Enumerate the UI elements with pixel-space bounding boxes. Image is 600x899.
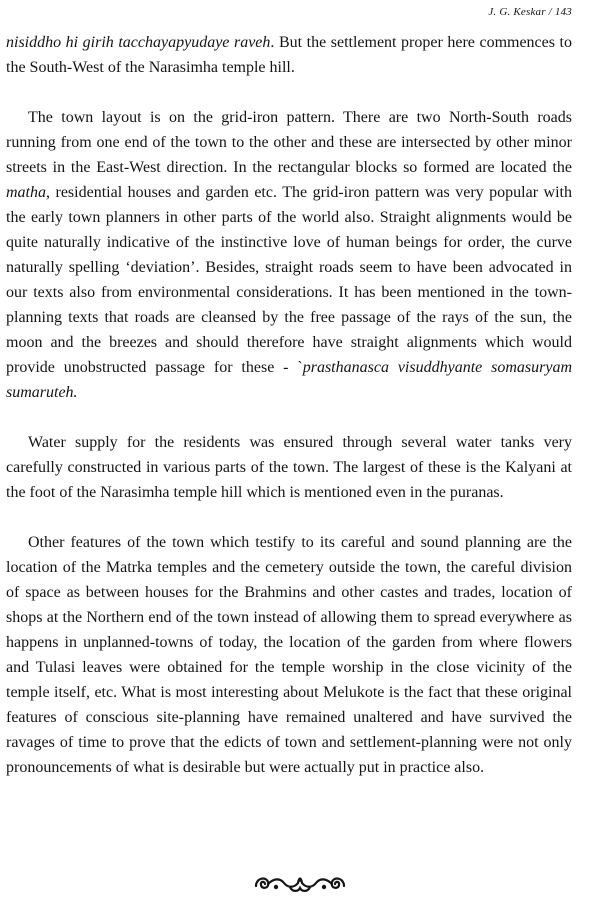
paragraph-4 [6,530,572,780]
paragraph-gap [6,405,572,430]
text-segment: , residential houses and garden etc. The grid-iron pattern was very popular with the early town planners in other parts of the world also. Straight alignments would be quite naturally indicative of the instinctive love of human beings for order, the curve naturally spelling ‘deviation’. Besides, straight roads seem to have been advocated in our texts also from environmental considerations. It has been mentioned in the town-planning texts that roads are cleansed by the free passage of the rays of the sun, the moon and the breezes and should therefore have straight alignments which would provide unobstructed passage for these - ` [6,184,572,376]
text-segment: . But the settlement proper here commences to the South-West of the Narasimha temple hill. [6,34,572,76]
paragraph-3 [6,430,572,505]
paragraph-gap [6,80,572,105]
text-segment: The town layout is on the grid-iron pattern. There are two North-South roads running from one end of the town to the other and these are intersected by other minor streets in the East-West direction. In the rectangular blocks so formed are located the [6,109,572,176]
text-segment: prasthanasca visuddhyante somasuryam sumaruteh. [6,359,573,401]
paragraph-2 [6,105,572,405]
text-segment: nisiddho hi girih tacchayapyudaye raveh [6,34,271,51]
body-text [6,30,572,780]
paragraph-1 [6,30,572,80]
floral-scroll-ornament-icon [250,872,350,894]
floral-ornament-icon [0,872,600,896]
paragraph-gap [6,505,572,530]
running-head: J. G. Keskar / 143 [488,6,572,18]
text-segment: Other features of the town which testify to its careful and sound planning are the location of the Matrka temples and the cemetery outside the town, the careful division of space as between houses for the Brahmins and other castes and trades, location of shops at the Northern end of the town instead of allowing them to spread everywhere as happens in unplanned-towns of today, the location of the garden from where flowers and Tulasi leaves were obtained for the temple worship in the close vicinity of the temple itself, etc. What is most interesting about Melukote is the fact that these original features of conscious site-planning have remained unaltered and have survived the ravages of time to prove that the edicts of town and settlement-planning were not only pronouncements of what is desirable but were actually put in practice also. [6,534,572,776]
text-segment: Water supply for the residents was ensured through several water tanks very carefully constructed in various parts of the town. The largest of these is the Kalyani at the foot of the Narasimha temple hill which is mentioned even in the puranas. [6,434,572,501]
text-segment: matha [6,184,46,201]
